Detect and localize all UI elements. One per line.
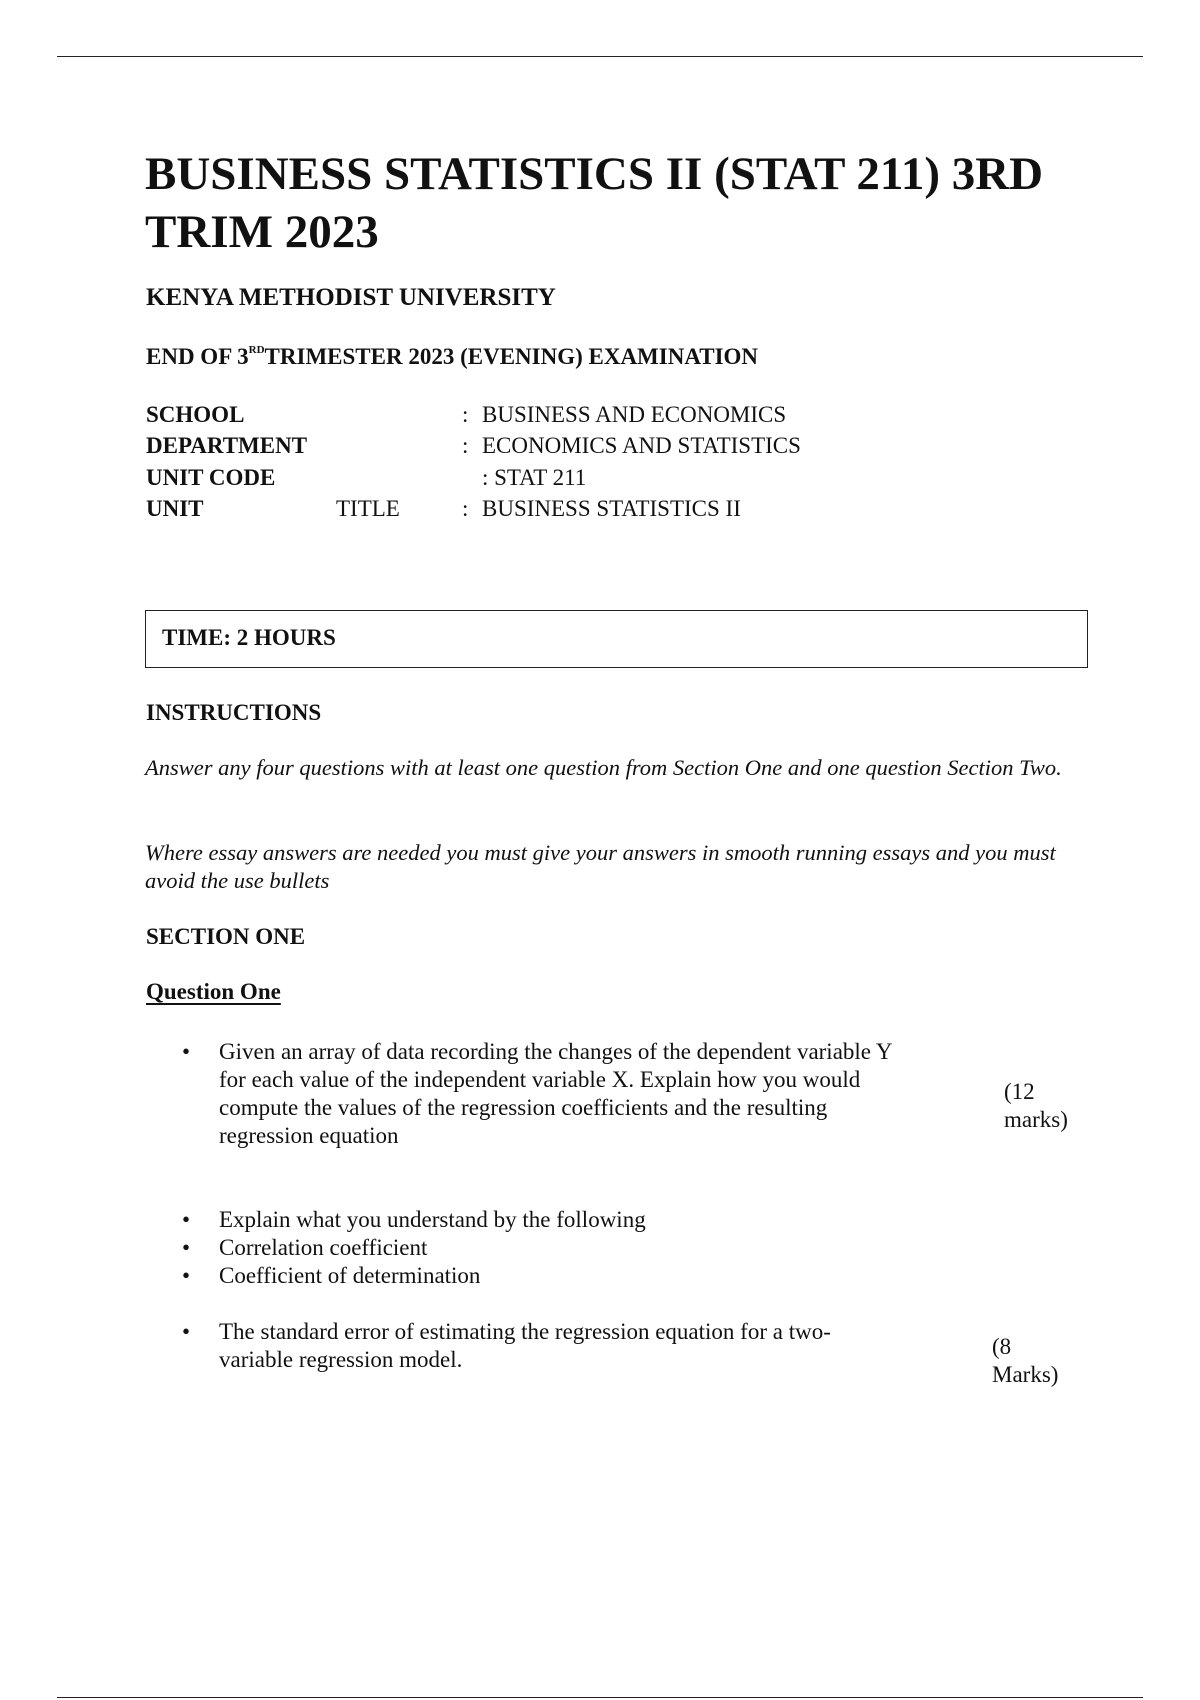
- question-2-marks: (8 Marks): [992, 1334, 1059, 1387]
- exam-heading-prefix: END OF 3: [146, 344, 249, 369]
- question-1-marks: (12 marks): [1004, 1079, 1068, 1132]
- department-label: DEPARTMENT: [146, 433, 308, 458]
- unit-label: UNIT: [146, 496, 204, 521]
- exam-duration: TIME: 2 HOURS: [162, 625, 336, 650]
- bullet-standard-error: •: [182, 1319, 191, 1344]
- standard-error-item: The standard error of estimating the regression equation for a two-variable regression model.: [219, 1319, 831, 1372]
- question-heading: Question One: [146, 979, 281, 1004]
- unit-title-value: BUSINESS STATISTICS II: [482, 496, 741, 521]
- instruction-paragraph-1: Answer any four questions with at least one question from Section One and one question Section Two.: [145, 755, 1062, 780]
- unit-title-colon: :: [462, 496, 469, 521]
- bullet-correlation: •: [182, 1235, 191, 1260]
- title-line-2: TRIM 2023: [145, 206, 379, 258]
- exam-heading-superscript: RD: [248, 344, 265, 356]
- top-rule: [57, 56, 1143, 57]
- unit-code-value: : STAT 211: [482, 465, 587, 490]
- exam-heading-suffix: TRIMESTER 2023 (EVENING) EXAMINATION: [264, 344, 759, 369]
- determination-item: Coefficient of determination: [219, 1263, 481, 1288]
- unit-title-word: TITLE: [336, 496, 400, 521]
- unit-code-label: UNIT CODE: [146, 465, 276, 490]
- department-value: ECONOMICS AND STATISTICS: [482, 433, 801, 458]
- correlation-item: Correlation coefficient: [219, 1235, 428, 1260]
- bullet-q1: •: [182, 1039, 191, 1064]
- explain-item: Explain what you understand by the following: [219, 1207, 646, 1232]
- school-value: BUSINESS AND ECONOMICS: [482, 402, 787, 427]
- department-colon: :: [462, 433, 469, 458]
- title-line-1: BUSINESS STATISTICS II (STAT 211) 3RD: [145, 148, 1044, 200]
- bullet-determination: •: [182, 1263, 191, 1288]
- document-title: [145, 145, 1095, 261]
- time-box: [145, 610, 1088, 668]
- instructions-heading: INSTRUCTIONS: [146, 700, 322, 725]
- bottom-rule: [57, 1697, 1143, 1698]
- bullet-explain: •: [182, 1207, 191, 1232]
- university-name: KENYA METHODIST UNIVERSITY: [146, 284, 556, 311]
- school-label: SCHOOL: [146, 402, 245, 427]
- exam-heading: [146, 344, 758, 370]
- question-1-text: Given an array of data recording the changes of the dependent variable Y for each value of the independent variable X. Explain how you would compute the values of the regression coefficients and the resulting regression equation: [219, 1039, 892, 1148]
- section-heading: SECTION ONE: [146, 924, 306, 949]
- instruction-paragraph-2: Where essay answers are needed you must give your answers in smooth running essays and you must avoid the use bullets: [145, 840, 1056, 893]
- school-colon: :: [462, 402, 469, 427]
